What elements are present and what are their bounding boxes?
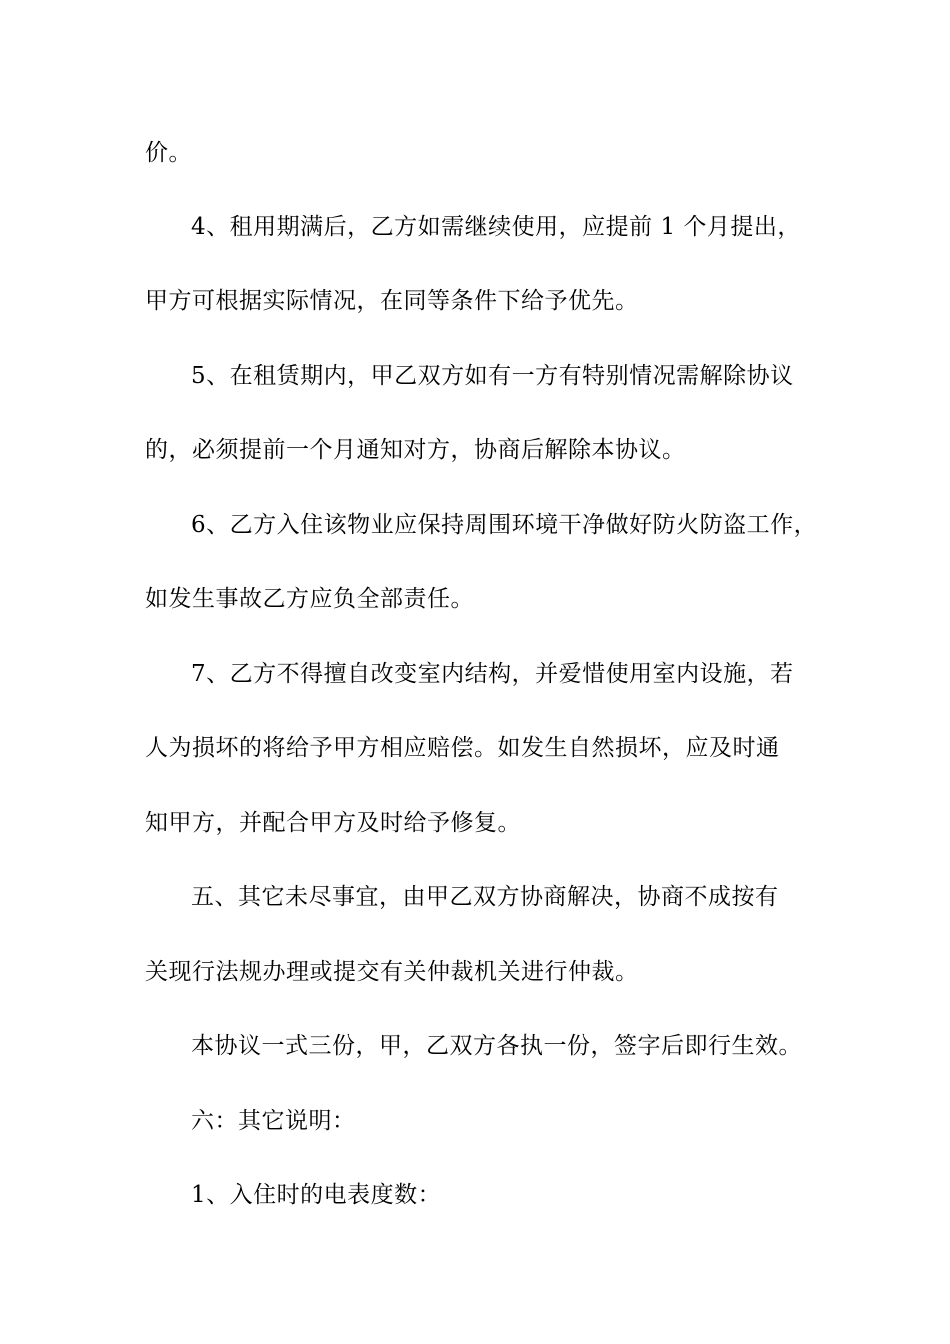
text-line-3: 甲方可根据实际情况，在同等条件下给予优先。 xyxy=(145,288,639,314)
text-line-15: 1、入住时的电表度数： xyxy=(191,1182,442,1208)
text-line-6: 6、乙方入住该物业应保持周围环境干净做好防火防盗工作， xyxy=(191,512,818,538)
text-line-1: 价。 xyxy=(145,140,192,166)
text-line-9: 人为损坏的将给予甲方相应赔偿。如发生自然损坏，应及时通 xyxy=(145,735,780,761)
text-line-7: 如发生事故乙方应负全部责任。 xyxy=(145,586,474,612)
text-line-13: 本协议一式三份，甲，乙双方各执一份，签字后即行生效。 xyxy=(191,1033,802,1059)
text-line-11: 五、其它未尽事宜，由甲乙双方协商解决，协商不成按有 xyxy=(191,884,779,910)
text-line-4: 5、在租赁期内，甲乙双方如有一方有特别情况需解除协议 xyxy=(191,363,794,389)
text-line-2: 4、租用期满后，乙方如需继续使用，应提前 1 个月提出， xyxy=(191,214,801,240)
text-line-14: 六：其它说明： xyxy=(191,1108,356,1134)
text-line-5: 的，必须提前一个月通知对方，协商后解除本协议。 xyxy=(145,437,686,463)
text-line-10: 知甲方，并配合甲方及时给予修复。 xyxy=(145,810,521,836)
text-line-8: 7、乙方不得擅自改变室内结构，并爱惜使用室内设施，若 xyxy=(191,661,794,687)
text-line-12: 关现行法规办理或提交有关仲裁机关进行仲裁。 xyxy=(145,959,639,985)
